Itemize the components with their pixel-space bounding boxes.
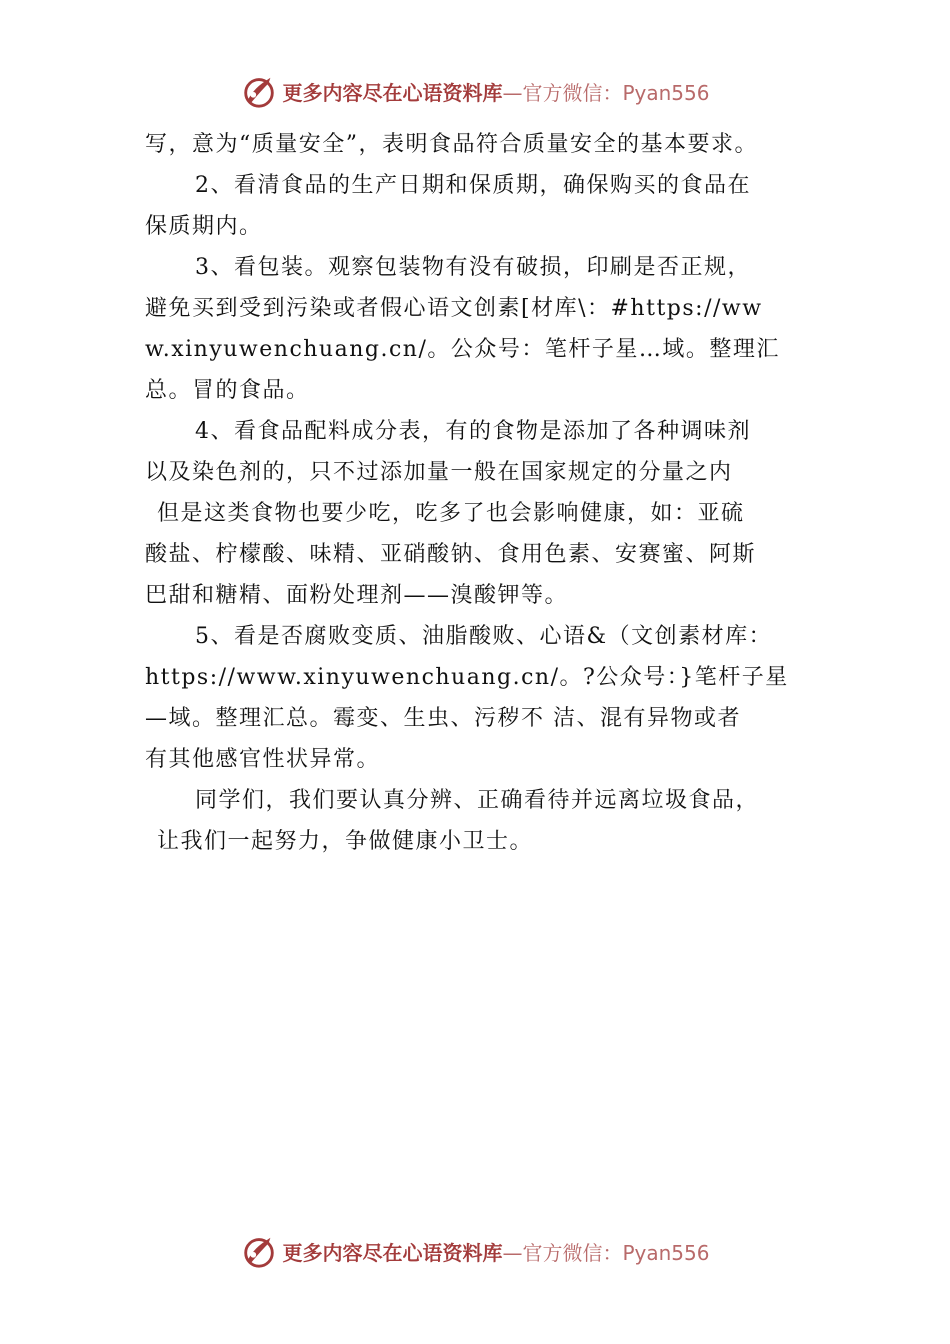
paragraph-line: 4、看食品配料成分表，有的食物是添加了各种调味剂: [195, 419, 751, 444]
paragraph-line: 2、看清食品的生产日期和保质期，确保购买的食品在: [195, 173, 751, 198]
paragraph-line: https://www.xinyuwenchuang.cn/。?公众号：}笔杆子星: [145, 665, 789, 690]
footer-wechat: —官方微信：Pyan556: [502, 1240, 710, 1265]
hand-pen-logo-icon: [240, 1232, 278, 1270]
hand-pen-logo-icon: [240, 72, 278, 110]
paragraph-line: 避免买到受到污染或者假心语文创素[材库\：#https://ww: [145, 296, 763, 321]
header-brand: 更多内容尽在心语资料库: [282, 80, 503, 105]
document-body: [145, 124, 815, 862]
paragraph-line: 有其他感官性状异常。: [145, 747, 381, 772]
footer-banner: [0, 1232, 950, 1270]
paragraph-line: 写，意为“质量安全”，表明食品符合质量安全的基本要求。: [145, 132, 758, 157]
paragraph-line: 巴甜和糖精、面粉处理剂——溴酸钾等。: [145, 583, 569, 608]
paragraph-line: 总。冒的食品。: [145, 378, 310, 403]
paragraph-line: 酸盐、柠檬酸、味精、亚硝酸钠、食用色素、安赛蜜、阿斯: [145, 542, 757, 567]
paragraph-line: 让我们一起努力，争做健康小卫士。: [157, 829, 534, 854]
header-banner: [0, 72, 950, 110]
paragraph-line: w.xinyuwenchuang.cn/。公众号：笔杆子星…域。整理汇: [145, 337, 780, 362]
paragraph-line: 3、看包装。观察包装物有没有破损，印刷是否正规，: [195, 255, 751, 280]
footer-banner-text: [282, 1237, 709, 1266]
footer-brand: 更多内容尽在心语资料库: [282, 1240, 503, 1265]
paragraph-line: 以及染色剂的，只不过添加量一般在国家规定的分量之内: [145, 460, 733, 485]
header-banner-text: [282, 77, 709, 106]
paragraph-line: 同学们，我们要认真分辨、正确看待并远离垃圾食品，: [195, 788, 760, 813]
paragraph-line: —域。整理汇总。霉变、生虫、污秽不 洁、混有异物或者: [145, 706, 741, 731]
header-wechat: —官方微信：Pyan556: [502, 80, 710, 105]
paragraph-line: 保质期内。: [145, 214, 263, 239]
paragraph-line: 但是这类食物也要少吃，吃多了也会影响健康，如：亚硫: [157, 501, 745, 526]
paragraph-line: 5、看是否腐败变质、油脂酸败、心语&（文创素材库：: [195, 624, 773, 649]
